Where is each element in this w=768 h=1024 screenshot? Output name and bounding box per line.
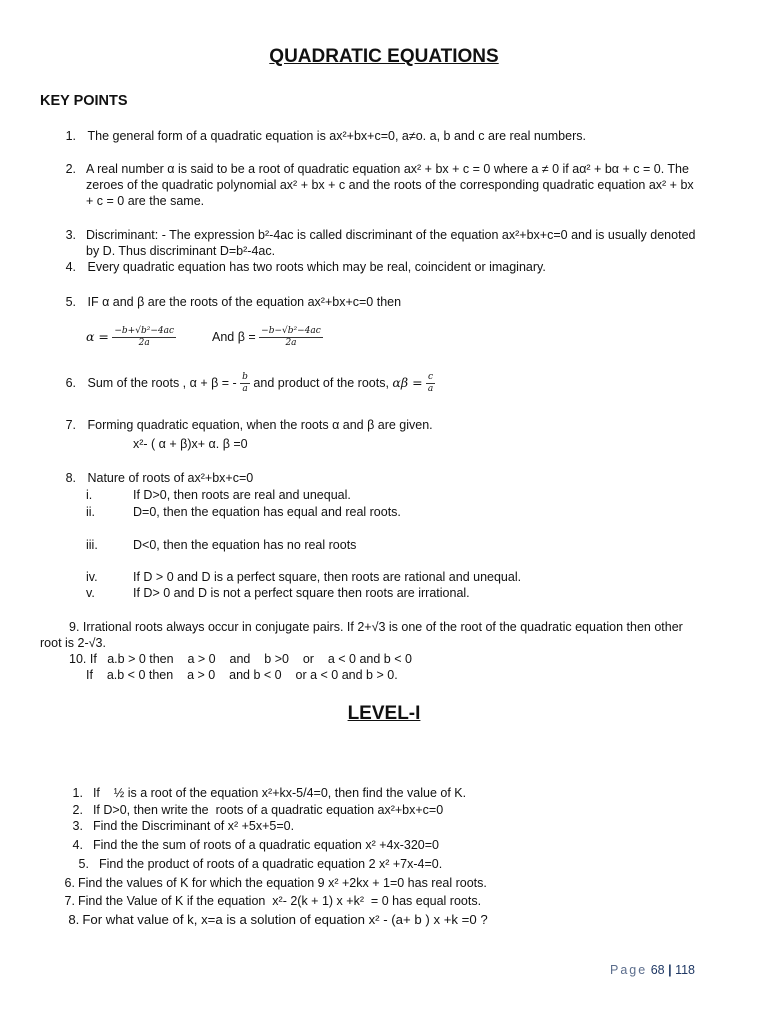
- alpha-numerator: −b+√b²−4ac: [114, 326, 174, 336]
- point-10-line-1: 10. If a.b > 0 then a > 0 and b >0 or a < 0 and b < 0: [69, 652, 412, 666]
- question-text: If ½ is a root of the equation x²+kx-5/4=0, then find the value of K.: [92, 786, 467, 800]
- point-5: [52, 294, 401, 310]
- alpha-formula: [86, 326, 176, 349]
- alpha-denominator: 2a: [138, 338, 150, 348]
- page-separator: |: [668, 963, 672, 977]
- question-text: Find the the sum of roots of a quadratic equation x² +4x-320=0: [92, 838, 439, 852]
- page-footer: [610, 963, 695, 977]
- sub-point-ii: [86, 504, 401, 520]
- sub-numeral: i.: [86, 488, 93, 502]
- question-number: 2.: [72, 803, 83, 817]
- beta-denominator: 2a: [285, 338, 297, 348]
- sum-fraction: [240, 372, 250, 395]
- point-4: [52, 259, 546, 275]
- point-text: Nature of roots of ax²+bx+c=0: [87, 471, 254, 485]
- question-number: 1.: [72, 786, 83, 800]
- page-current: 68: [650, 963, 665, 977]
- question-text: Find the Discriminant of x² +5x+5=0.: [92, 819, 295, 833]
- point-number: 6.: [65, 375, 76, 390]
- point-7: [52, 417, 433, 433]
- sub-text: If D>0, then roots are real and unequal.: [133, 488, 351, 502]
- product-text: and product of the roots,: [253, 375, 389, 390]
- product-lhs: αβ =: [392, 374, 423, 390]
- sub-numeral: ii.: [86, 505, 96, 519]
- point-number: 4.: [65, 260, 76, 274]
- point-text: Every quadratic equation has two roots which may be real, coincident or imaginary.: [87, 260, 546, 274]
- sub-text: D=0, then the equation has equal and real roots.: [133, 505, 401, 519]
- point-number: 5.: [65, 295, 76, 309]
- point-number: 3.: [65, 228, 76, 242]
- question-8: [48, 896, 488, 928]
- sub-point-i: [86, 487, 351, 503]
- question-text: Find the Value of K if the equation x²- 2(k + 1) x +k² = 0 has equal roots.: [77, 894, 482, 908]
- level-heading: LEVEL-I: [347, 703, 421, 724]
- sub-numeral: v.: [86, 586, 95, 600]
- point-number: 7.: [65, 418, 76, 432]
- product-fraction: [426, 372, 435, 395]
- point-2-line-2: zeroes of the quadratic polynomial ax² + bx + c and the roots of the corresponding quadratic equation ax² + bx: [86, 178, 694, 192]
- sub-point-iv: [86, 569, 521, 585]
- sum-numerator: b: [242, 372, 248, 382]
- sum-denominator: a: [242, 384, 248, 394]
- point-number: 8.: [65, 471, 76, 485]
- point-text: IF α and β are the roots of the equation ax²+bx+c=0 then: [87, 295, 402, 309]
- beta-fraction: [259, 326, 323, 349]
- product-denominator: a: [427, 384, 434, 394]
- point-7-formula: x²- ( α + β)x+ α. β =0: [133, 437, 248, 451]
- sub-text: If D > 0 and D is a perfect square, then roots are rational and unequal.: [133, 570, 522, 584]
- key-points-heading: KEY POINTS: [40, 93, 128, 109]
- question-number: 7.: [64, 894, 75, 908]
- alpha-lhs: α =: [86, 328, 109, 344]
- point-9-line-2: root is 2-√3.: [40, 636, 106, 650]
- sub-numeral: iv.: [86, 570, 98, 584]
- question-number: 8.: [68, 912, 80, 927]
- sub-point-v: [86, 585, 470, 601]
- question-number: 5.: [78, 857, 89, 871]
- sum-text: Sum of the roots , α + β = -: [87, 375, 237, 390]
- sub-numeral: iii.: [86, 538, 98, 552]
- page-title: QUADRATIC EQUATIONS: [269, 46, 499, 67]
- product-numerator: c: [428, 372, 434, 382]
- point-text: The general form of a quadratic equation is ax²+bx+c=0, a≠o. a, b and c are real numbers.: [87, 129, 586, 143]
- point-3-line-2: by D. Thus discriminant D=b²-4ac.: [86, 244, 276, 258]
- question-number: 6.: [64, 876, 75, 890]
- question-number: 3.: [72, 819, 83, 833]
- point-text: Forming quadratic equation, when the roots α and β are given.: [87, 418, 433, 432]
- point-9-line-1: 9. Irrational roots always occur in conjugate pairs. If 2+√3 is one of the root of the quadratic equation then other: [69, 620, 683, 634]
- point-2: [52, 161, 76, 177]
- beta-formula: [212, 326, 323, 349]
- point-2-line-1: A real number α is said to be a root of quadratic equation ax² + bx + c = 0 where a ≠ 0 if aα² + bα + c = 0. The: [86, 162, 689, 176]
- point-1: [52, 128, 586, 144]
- question-text: Find the values of K for which the equation 9 x² +2kx + 1=0 has real roots.: [77, 876, 487, 890]
- beta-numerator: −b−√b²−4ac: [261, 326, 321, 336]
- question-text: Find the product of roots of a quadratic equation 2 x² +7x-4=0.: [98, 857, 443, 871]
- point-6: [52, 372, 435, 395]
- point-10-line-2: If a.b < 0 then a > 0 and b < 0 or a < 0 and b > 0.: [86, 668, 398, 682]
- point-3: [52, 227, 76, 243]
- question-number: 4.: [72, 838, 83, 852]
- point-2-line-3: + c = 0 are the same.: [86, 194, 205, 208]
- point-3-line-1: Discriminant: - The expression b²-4ac is called discriminant of the equation ax²+bx+c=0 and is usually denoted: [86, 228, 696, 242]
- page-total: 118: [675, 963, 695, 977]
- point-8: [52, 470, 253, 486]
- sub-text: If D> 0 and D is not a perfect square then roots are irrational.: [133, 586, 470, 600]
- point-number: 1.: [65, 129, 76, 143]
- point-number: 2.: [65, 162, 76, 176]
- question-text: If D>0, then write the roots of a quadratic equation ax²+bx+c=0: [92, 803, 444, 817]
- alpha-fraction: [112, 326, 176, 349]
- sub-text: D<0, then the equation has no real roots: [133, 538, 357, 552]
- beta-lhs: And β =: [212, 329, 256, 344]
- question-text: For what value of k, x=a is a solution of equation x² - (a+ b ) x +k =0 ?: [82, 912, 488, 927]
- sub-point-iii: [86, 537, 356, 553]
- page-label: Page: [610, 963, 648, 977]
